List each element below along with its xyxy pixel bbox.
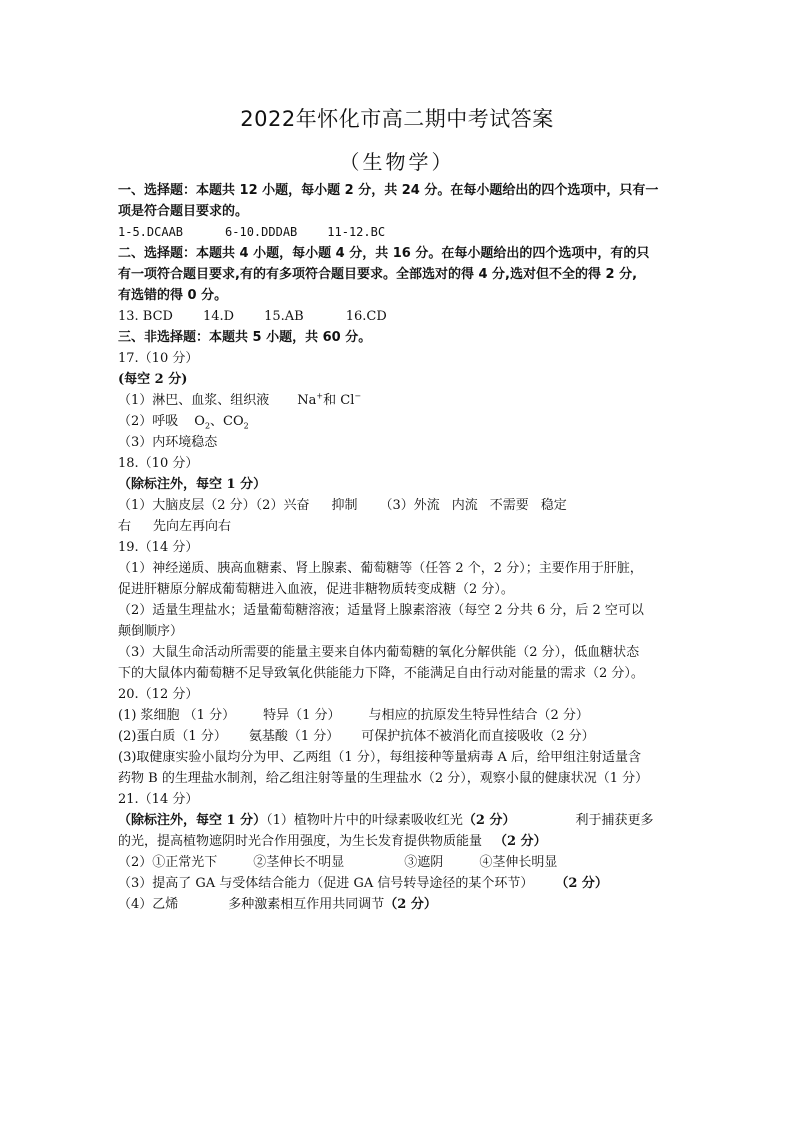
q19-line6: 下的大鼠体内葡萄糖不足导致氧化供能能力下降，不能满足自由行动对能量的需求（2 分）。 bbox=[118, 666, 644, 681]
section2-header-line3: 有选错的得 0 分。 bbox=[118, 288, 228, 303]
q20-a3: 与相应的抗原发生特异性结合（2 分） bbox=[368, 708, 589, 723]
q21-b4: ④茎伸长明显 bbox=[479, 855, 558, 870]
sodium-charge: + bbox=[316, 391, 324, 401]
q21-answer-3 bbox=[118, 873, 678, 894]
q19-line1: （1）神经递质、胰高血糖素、肾上腺素、葡萄糖等（任答 2 个，2 分）；主要作用于肝脏， bbox=[118, 561, 643, 576]
sodium-symbol: Na bbox=[297, 393, 317, 408]
q21-a2: 的光，提高植物遮阴时光合作用强度，为生长发育提供物质能量 bbox=[118, 834, 483, 849]
q21-a1-tail: 利于捕获更多 bbox=[575, 813, 654, 828]
q21-c1: （3）提高了 GA 与受体结合能力（促进 GA 信号转导途径的某个环节） bbox=[118, 876, 534, 891]
q21-answer-4 bbox=[118, 894, 678, 915]
q18-a5: 不需要 bbox=[489, 498, 529, 513]
section3-header: 三、非选择题：本题共 5 小题，共 60 分。 bbox=[118, 330, 372, 345]
answer-16: 16.CD bbox=[345, 309, 387, 324]
oxygen-subscript: 2 bbox=[204, 421, 211, 431]
answer-body bbox=[118, 180, 678, 915]
q17-answer-2 bbox=[118, 411, 678, 432]
q17-number: 17.（10 分） bbox=[118, 351, 199, 366]
co2-subscript: 2 bbox=[243, 421, 249, 431]
chloride-charge: − bbox=[354, 391, 362, 401]
q20-a2: 特异（1 分） bbox=[263, 708, 341, 723]
q17-a1-label: （1）淋巴、血浆、组织液 bbox=[118, 393, 270, 408]
page-subtitle: （生物学） bbox=[339, 150, 455, 174]
q21-a2-score: （2 分） bbox=[494, 834, 547, 849]
q20-answer-3-line1: (3)取健康实验小鼠均分为甲、乙两组（1 分），每组接种等量病毒 A 后，给甲组注射适量含 bbox=[118, 750, 641, 765]
q18-a8: 先向左再向右 bbox=[153, 519, 232, 534]
q21-number: 21.（14 分） bbox=[118, 792, 199, 807]
q21-d2-score: （2 分） bbox=[384, 897, 437, 912]
q21-d2: 多种激素相互作用共同调节 bbox=[228, 897, 385, 912]
q18-answer-line1 bbox=[118, 495, 678, 516]
q21-b2: ②茎伸长不明显 bbox=[253, 855, 345, 870]
q20-b2: 氨基酸（1 分） bbox=[248, 729, 340, 744]
section1-answers bbox=[118, 222, 678, 243]
q19-line3: （2）适量生理盐水；适量葡萄糖溶液；适量肾上腺素溶液（每空 2 分共 6 分，后 2 空可以 bbox=[118, 603, 644, 618]
co2-symbol: 、CO bbox=[210, 414, 244, 429]
answer-15: 15.AB bbox=[264, 309, 304, 324]
q18-a6: 稳定 bbox=[540, 498, 567, 513]
q18-a7: 右 bbox=[118, 519, 132, 534]
q18-note: （除标注外，每空 1 分） bbox=[118, 477, 267, 492]
q17-a2-label: （2）呼吸 bbox=[118, 414, 179, 429]
section1-header-line1: 一、选择题：本题共 12 小题，每小题 2 分，共 24 分。在每小题给出的四个选项中，只有一 bbox=[118, 183, 659, 198]
q21-answer-2 bbox=[118, 852, 678, 873]
q20-answer-3-line2: 药物 B 的生理盐水制剂，给乙组注射等量的生理盐水（2 分），观察小鼠的健康状况（1 分） bbox=[118, 771, 649, 786]
q19-line5: （3）大鼠生命活动所需要的能量主要来自体内葡萄糖的氧化分解供能（2 分），低血糖状态 bbox=[118, 645, 640, 660]
q19-number: 19.（14 分） bbox=[118, 540, 199, 555]
q18-answer-line2 bbox=[118, 516, 678, 537]
q18-a3: （3）外流 bbox=[379, 498, 440, 513]
q20-b1: (2)蛋白质（1 分） bbox=[118, 729, 227, 744]
oxygen-symbol: O bbox=[194, 414, 205, 429]
q21-a1: （1）植物叶片中的叶绿素吸收红光 bbox=[266, 813, 463, 828]
q21-b1: （2）①正常光下 bbox=[118, 855, 218, 870]
q21-note: （除标注外，每空 1 分） bbox=[118, 813, 267, 828]
q17-answer-1 bbox=[118, 390, 678, 411]
q20-number: 20.（12 分） bbox=[118, 687, 199, 702]
section2-header-line1: 二、选择题：本题共 4 小题，每小题 4 分，共 16 分。在每小题给出的四个选项中，有的只 bbox=[118, 246, 650, 261]
q21-a1-score: （2 分） bbox=[462, 813, 516, 828]
q17-note: (每空 2 分) bbox=[118, 372, 188, 387]
answer-13: 13. BCD bbox=[118, 309, 173, 324]
answers-6-10: 6-10.DDDAB bbox=[225, 225, 298, 239]
answer-14: 14.D bbox=[202, 309, 235, 324]
q21-answer-1 bbox=[118, 810, 678, 831]
section1-header-line2: 项是符合题目要求的。 bbox=[118, 204, 249, 219]
q18-number: 18.（10 分） bbox=[118, 456, 199, 471]
section2-answers bbox=[118, 306, 678, 327]
q20-a1: (1) 浆细胞 （1 分） bbox=[118, 708, 236, 723]
q21-b3: ③遮阴 bbox=[404, 855, 444, 870]
q20-answer-1 bbox=[118, 705, 678, 726]
q21-c1-score: （2 分） bbox=[555, 876, 608, 891]
q19-line2: 促进肝糖原分解成葡萄糖进入血液，促进非糖物质转变成糖（2 分）。 bbox=[118, 582, 514, 597]
q18-a4: 内流 bbox=[451, 498, 478, 513]
q21-answer-1-cont bbox=[118, 831, 678, 852]
q17-answer-3: （3）内环境稳态 bbox=[118, 435, 218, 450]
page-title: 2022年怀化市高二期中考试答案 bbox=[240, 107, 554, 131]
q21-d1: （4）乙烯 bbox=[118, 897, 179, 912]
q20-answer-2 bbox=[118, 726, 678, 747]
chloride-symbol: 和 Cl bbox=[323, 393, 355, 408]
answers-1-5: 1-5.DCAAB bbox=[118, 225, 184, 239]
answers-11-12: 11-12.BC bbox=[327, 225, 386, 239]
q18-a1: （1）大脑皮层（2 分）（2）兴奋 bbox=[118, 498, 310, 513]
q18-a2: 抑制 bbox=[331, 498, 358, 513]
section2-header-line2: 有一项符合题目要求,有的有多项符合题目要求。全部选对的得 4 分,选对但不全的得 2 分, bbox=[118, 267, 638, 282]
q19-line4: 颠倒顺序） bbox=[118, 624, 184, 639]
q20-b3: 可保护抗体不被消化而直接吸收（2 分） bbox=[361, 729, 595, 744]
